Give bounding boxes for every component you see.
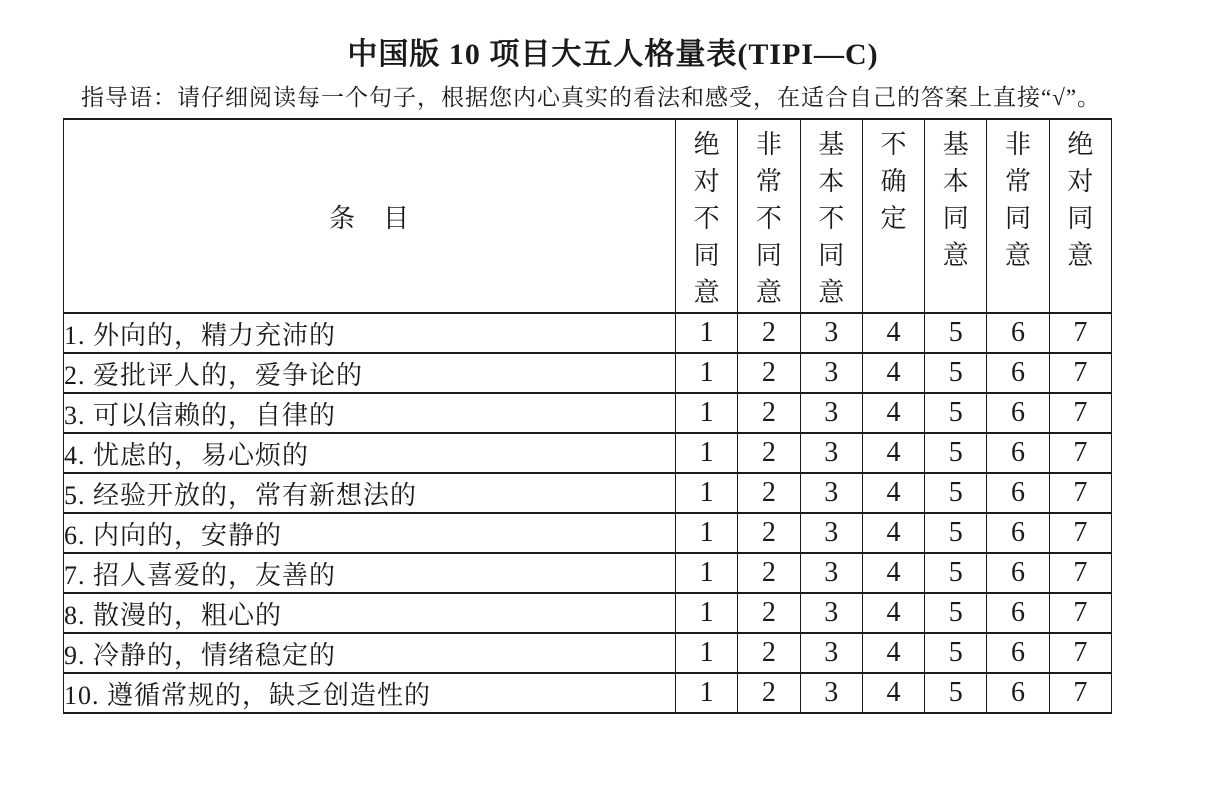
rating-cell[interactable]: 5 [925,393,987,433]
rating-cell[interactable]: 3 [800,433,862,473]
rating-cell[interactable]: 7 [1049,313,1111,353]
rating-cell[interactable]: 4 [862,313,924,353]
rating-cell[interactable]: 3 [800,513,862,553]
header-row [64,119,1112,313]
item-row-2 [64,353,1112,393]
item-row-5 [64,473,1112,513]
item-label: 6. 内向的，安静的 [64,513,676,553]
scale-column-header-1 [676,119,738,313]
rating-cell[interactable]: 3 [800,633,862,673]
rating-cell[interactable]: 2 [738,593,800,633]
rating-cell[interactable]: 2 [738,673,800,713]
scale-column-header-2 [738,119,800,313]
rating-cell[interactable]: 1 [676,393,738,433]
rating-cell[interactable]: 1 [676,473,738,513]
rating-cell[interactable]: 5 [925,433,987,473]
scale-header-text: 绝对不同意 [693,130,720,307]
rating-cell[interactable]: 1 [676,633,738,673]
item-label: 7. 招人喜爱的，友善的 [64,553,676,593]
scale-header-text: 绝对同意 [1067,130,1094,270]
item-label: 9. 冷静的，情绪稳定的 [64,633,676,673]
rating-cell[interactable]: 6 [987,513,1049,553]
rating-cell[interactable]: 5 [925,513,987,553]
item-row-9 [64,633,1112,673]
item-row-4 [64,433,1112,473]
item-label: 5. 经验开放的，常有新想法的 [64,473,676,513]
rating-cell[interactable]: 5 [925,473,987,513]
item-label: 8. 散漫的，粗心的 [64,593,676,633]
item-row-6 [64,513,1112,553]
rating-cell[interactable]: 7 [1049,353,1111,393]
rating-cell[interactable]: 4 [862,393,924,433]
rating-cell[interactable]: 1 [676,553,738,593]
rating-cell[interactable]: 3 [800,393,862,433]
rating-cell[interactable]: 1 [676,593,738,633]
rating-cell[interactable]: 3 [800,553,862,593]
rating-cell[interactable]: 1 [676,513,738,553]
rating-cell[interactable]: 6 [987,593,1049,633]
scale-header-text: 非常不同意 [755,130,782,307]
rating-cell[interactable]: 4 [862,673,924,713]
rating-cell[interactable]: 6 [987,473,1049,513]
scale-column-header-3 [800,119,862,313]
rating-cell[interactable]: 3 [800,593,862,633]
scale-column-header-6 [987,119,1049,313]
rating-cell[interactable]: 7 [1049,593,1111,633]
rating-cell[interactable]: 7 [1049,433,1111,473]
rating-cell[interactable]: 7 [1049,473,1111,513]
rating-cell[interactable]: 2 [738,313,800,353]
rating-cell[interactable]: 7 [1049,673,1111,713]
rating-cell[interactable]: 7 [1049,633,1111,673]
rating-cell[interactable]: 4 [862,353,924,393]
rating-cell[interactable]: 2 [738,553,800,593]
page-title: 中国版 10 项目大五人格量表(TIPI—C) [347,38,879,71]
rating-cell[interactable]: 5 [925,633,987,673]
rating-cell[interactable]: 2 [738,473,800,513]
rating-cell[interactable]: 1 [676,433,738,473]
rating-cell[interactable]: 5 [925,673,987,713]
rating-cell[interactable]: 5 [925,553,987,593]
scale-header-text: 不确定 [880,130,907,233]
rating-cell[interactable]: 7 [1049,513,1111,553]
rating-cell[interactable]: 3 [800,673,862,713]
rating-cell[interactable]: 6 [987,313,1049,353]
rating-cell[interactable]: 2 [738,513,800,553]
scale-header-text: 基本不同意 [818,130,845,307]
scale-column-header-7 [1049,119,1111,313]
rating-cell[interactable]: 3 [800,353,862,393]
rating-cell[interactable]: 6 [987,353,1049,393]
rating-cell[interactable]: 4 [862,473,924,513]
scale-header-text: 基本同意 [942,130,969,270]
rating-cell[interactable]: 5 [925,313,987,353]
item-row-7 [64,553,1112,593]
rating-cell[interactable]: 2 [738,433,800,473]
rating-cell[interactable]: 1 [676,673,738,713]
rating-cell[interactable]: 4 [862,553,924,593]
rating-cell[interactable]: 7 [1049,393,1111,433]
rating-cell[interactable]: 6 [987,673,1049,713]
rating-cell[interactable]: 4 [862,593,924,633]
scale-header-text: 非常同意 [1005,130,1032,270]
item-label: 3. 可以信赖的，自律的 [64,393,676,433]
survey-table [63,118,1112,714]
rating-cell[interactable]: 6 [987,553,1049,593]
scale-column-header-4 [862,119,924,313]
item-row-10 [64,673,1112,713]
rating-cell[interactable]: 1 [676,313,738,353]
item-label: 2. 爱批评人的，爱争论的 [64,353,676,393]
rating-cell[interactable]: 6 [987,393,1049,433]
rating-cell[interactable]: 5 [925,593,987,633]
rating-cell[interactable]: 6 [987,433,1049,473]
item-label: 4. 忧虑的，易心烦的 [64,433,676,473]
rating-cell[interactable]: 7 [1049,553,1111,593]
item-row-1 [64,313,1112,353]
scale-column-header-5 [925,119,987,313]
rating-cell[interactable]: 5 [925,353,987,393]
instructions-text: 指导语：请仔细阅读每一个句子，根据您内心真实的看法和感受，在适合自己的答案上直接“√”。 [81,85,1102,110]
rating-cell[interactable]: 3 [800,473,862,513]
rating-cell[interactable]: 2 [738,353,800,393]
item-label: 1. 外向的，精力充沛的 [64,313,676,353]
rating-cell[interactable]: 3 [800,313,862,353]
rating-cell[interactable]: 4 [862,633,924,673]
item-column-header: 条 目 [64,119,676,313]
rating-cell[interactable]: 4 [862,433,924,473]
rating-cell[interactable]: 2 [738,393,800,433]
rating-cell[interactable]: 4 [862,513,924,553]
rating-cell[interactable]: 6 [987,633,1049,673]
item-row-8 [64,593,1112,633]
questionnaire-page [0,38,1226,812]
item-label: 10. 遵循常规的，缺乏创造性的 [64,673,676,713]
rating-cell[interactable]: 2 [738,633,800,673]
item-row-3 [64,393,1112,433]
rating-cell[interactable]: 1 [676,353,738,393]
